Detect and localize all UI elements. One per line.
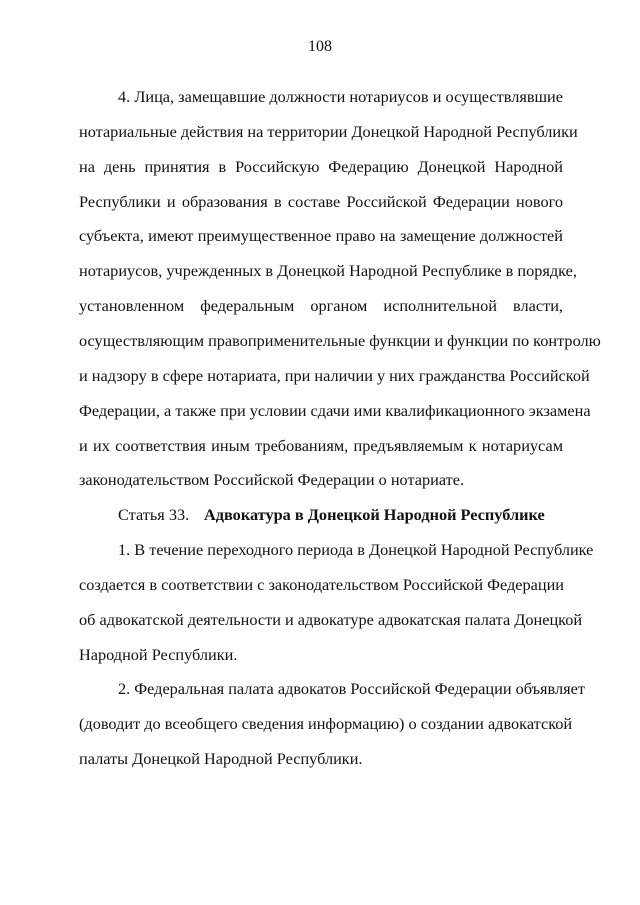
paragraph-line: 4. Лица, замещавшие должности нотариусов и осуществлявшие bbox=[118, 87, 563, 106]
page-number: 108 bbox=[308, 38, 332, 55]
paragraph-line: нотариусов, учрежденных в Донецкой Народной Республике в порядке, bbox=[79, 261, 577, 280]
paragraph-line: об адвокатской деятельности и адвокатуре адвокатская палата Донецкой bbox=[79, 610, 583, 629]
paragraph-line: Федерации, а также при условии сдачи ими квалификационного экзамена bbox=[79, 401, 591, 420]
paragraph-line: 1. В течение переходного периода в Донецкой Народной Республике bbox=[118, 540, 594, 559]
paragraph-line: нотариальные действия на территории Донецкой Народной Республики bbox=[79, 122, 578, 141]
paragraph-line: Народной Республики. bbox=[79, 645, 238, 664]
paragraph-line: установленном федеральным органом исполнительной власти, bbox=[79, 296, 563, 315]
paragraph-line: на день принятия в Российскую Федерацию Донецкой Народной bbox=[79, 157, 563, 176]
paragraph-line: осуществляющим правоприменительные функции и функции по контролю bbox=[79, 331, 601, 350]
article-title: Адвокатура в Донецкой Народной Республике bbox=[204, 505, 545, 524]
paragraph-line: Республики и образования в составе Российской Федерации нового bbox=[79, 192, 563, 211]
paragraph-line: законодательством Российской Федерации о нотариате. bbox=[79, 470, 465, 489]
paragraph-line: и надзору в сфере нотариата, при наличии у них гражданства Российской bbox=[79, 366, 590, 385]
paragraph-line: и их соответствия иным требованиям, предъявляемым к нотариусам bbox=[79, 436, 563, 455]
paragraph-line: 2. Федеральная палата адвокатов Российской Федерации объявляет bbox=[118, 679, 585, 698]
article-number: Статья 33. bbox=[118, 505, 190, 524]
paragraph-line: субъекта, имеют преимущественное право на замещение должностей bbox=[79, 226, 563, 245]
paragraph-line: (доводит до всеобщего сведения информацию) о создании адвокатской bbox=[79, 714, 573, 733]
paragraph-line: создается в соответствии с законодательством Российской Федерации bbox=[79, 575, 565, 594]
paragraph-line: палаты Донецкой Народной Республики. bbox=[79, 749, 363, 768]
